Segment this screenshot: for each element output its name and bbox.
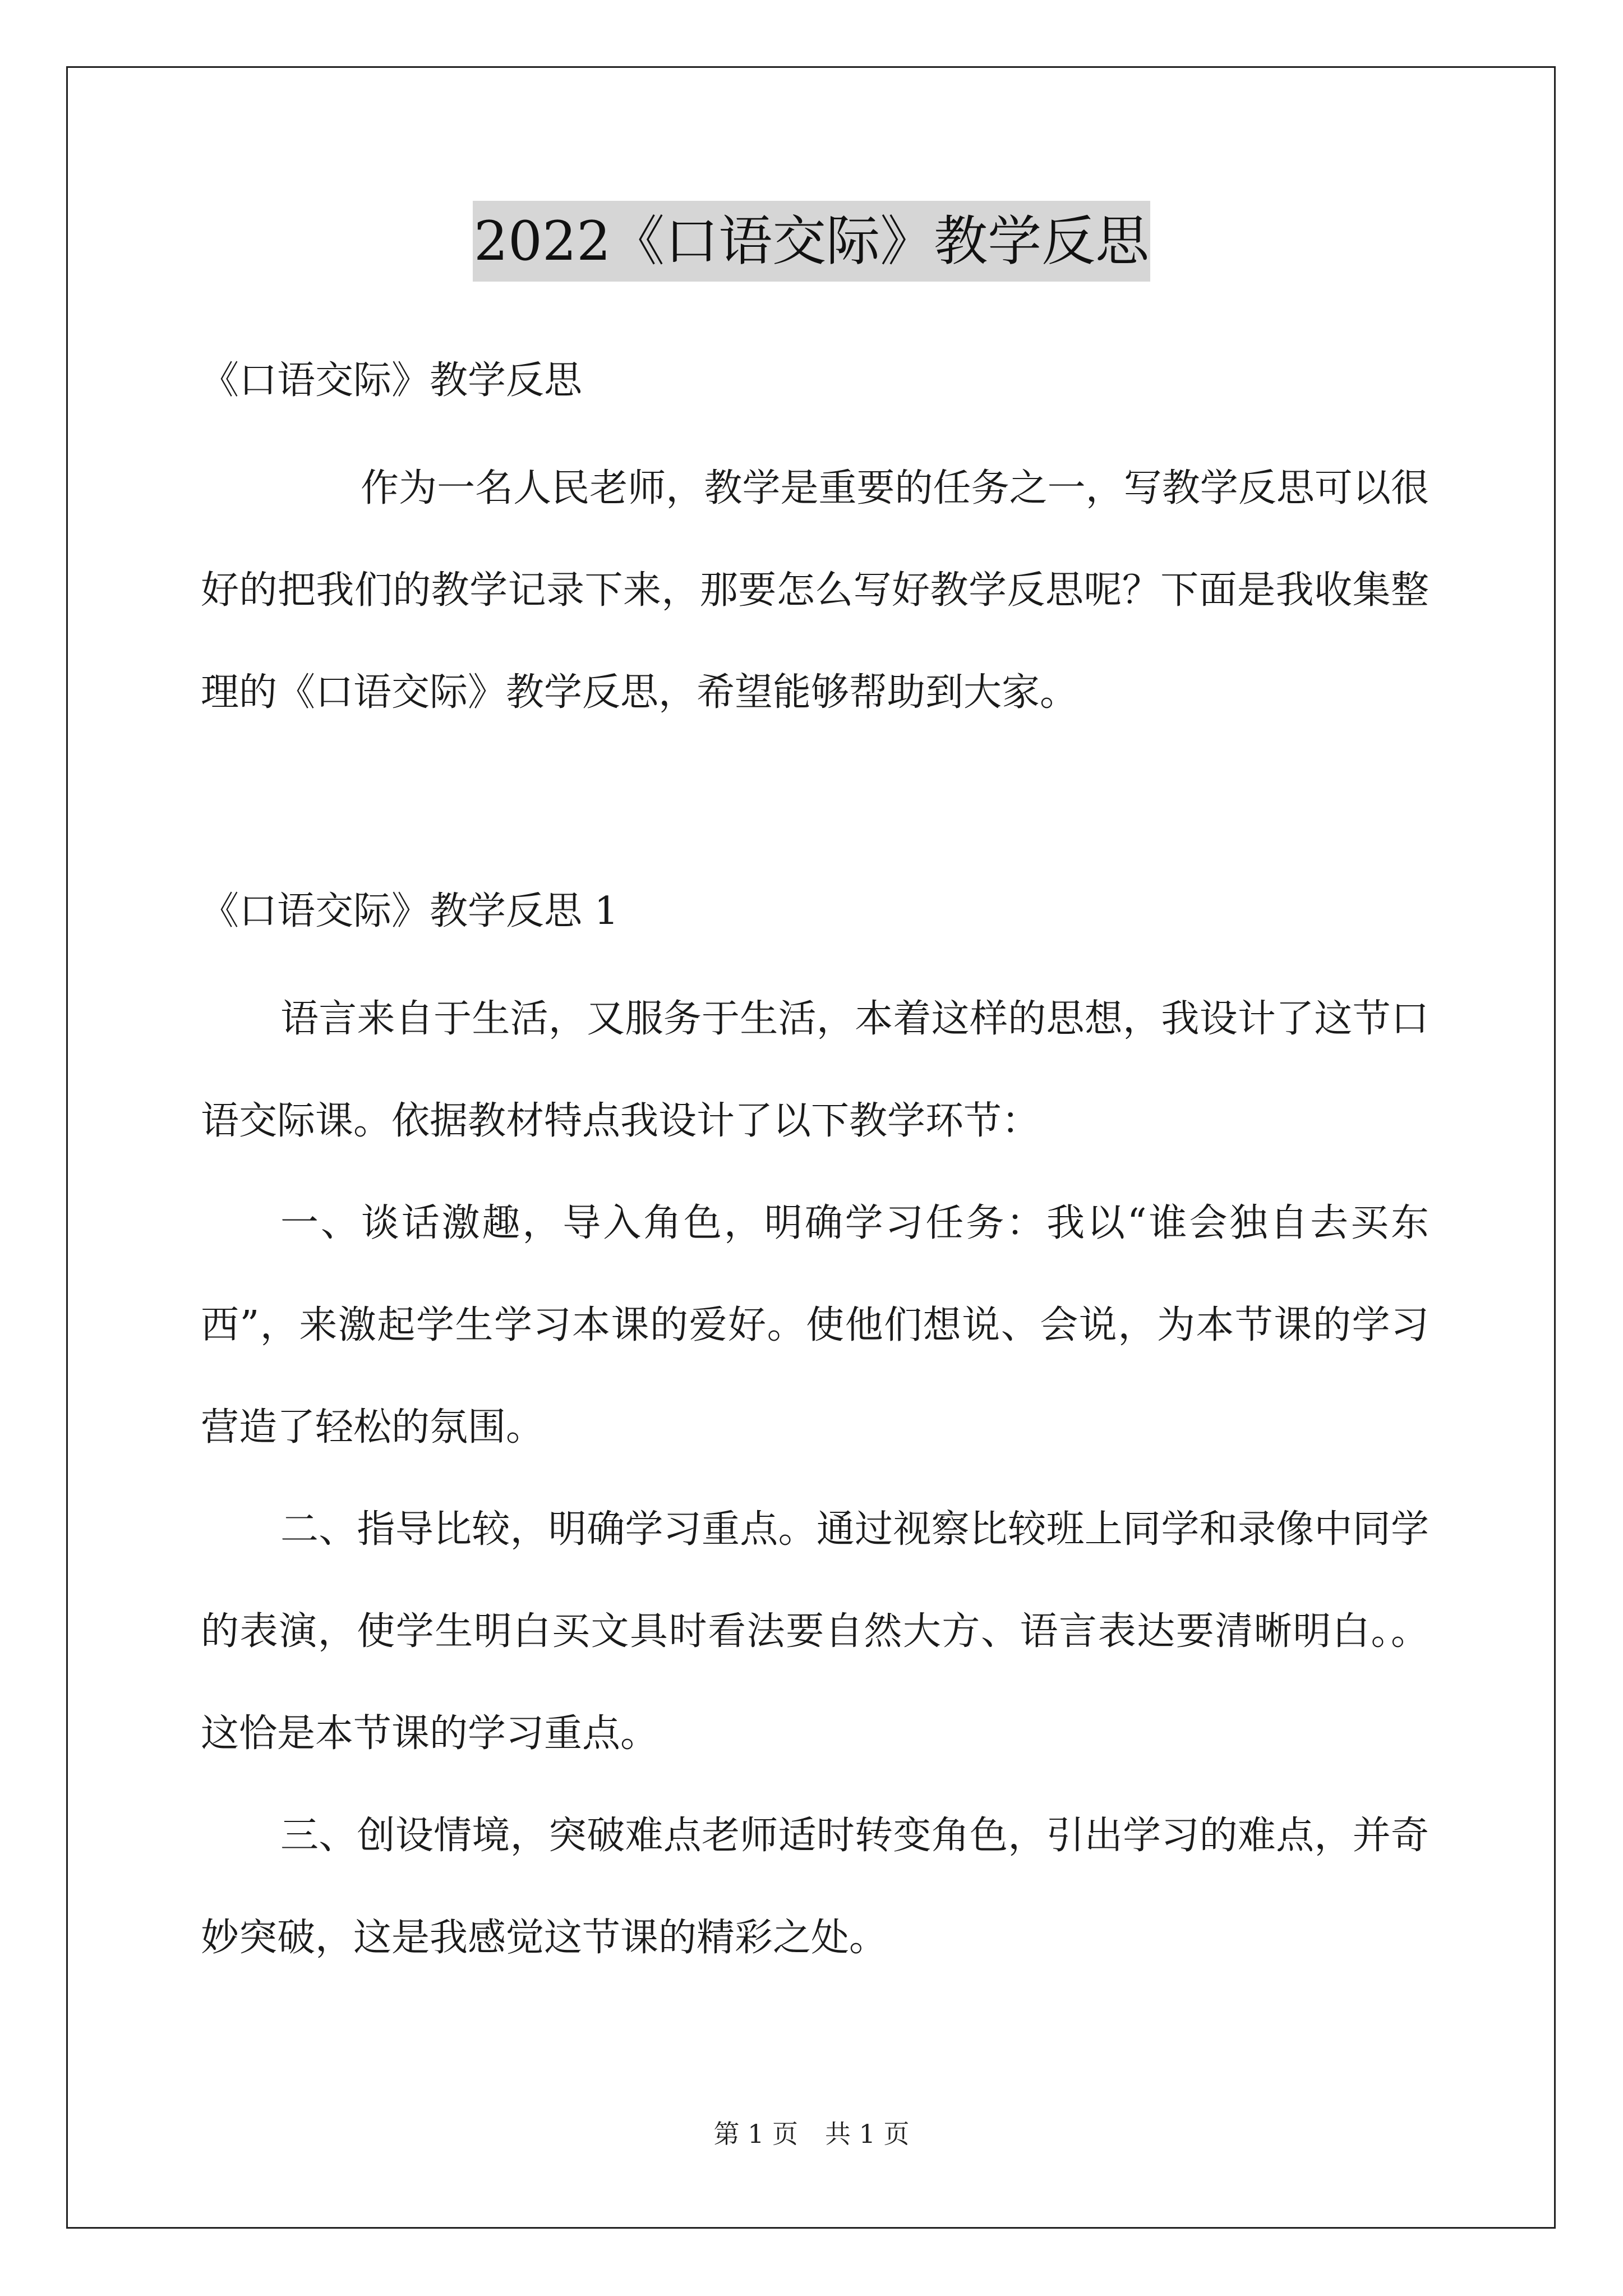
body-paragraph-3: 二、指导比较，明确学习重点。通过视察比较班上同学和录像中同学的表演，使学生明白买文具时看法要自然大方、语言表达要清晰明白。。这恰是本节课的学习重点。 — [201, 1507, 1429, 1756]
page-footer — [0, 2117, 1623, 2151]
title-container — [0, 201, 1623, 282]
page-total: 共 1 页 — [825, 2119, 910, 2149]
document-subtitle: 《口语交际》教学反思 — [201, 358, 583, 403]
document-title: 2022《口语交际》教学反思 — [473, 201, 1150, 282]
page-number: 第 1 页 — [713, 2119, 798, 2149]
section-heading: 《口语交际》教学反思 1 — [201, 889, 619, 933]
body-paragraph-1: 语言来自于生活，又服务于生活，本着这样的思想，我设计了这节口语交际课。依据教材特点我设计了以下教学环节： — [201, 997, 1429, 1143]
intro-paragraph: 作为一名人民老师，教学是重要的任务之一，写教学反思可以很好的把我们的教学记录下来，那要怎么写好教学反思呢？下面是我收集整理的《口语交际》教学反思，希望能够帮助到大家。 — [201, 466, 1429, 715]
body-paragraph-2: 一、谈话激趣，导入角色，明确学习任务：我以“谁会独自去买东西”，来激起学生学习本课的爱好。使他们想说、会说，为本节课的学习营造了轻松的氛围。 — [201, 1201, 1429, 1450]
body-paragraph-4: 三、创设情境，突破难点老师适时转变角色，引出学习的难点，并奇妙突破，这是我感觉这节课的精彩之处。 — [201, 1814, 1429, 1960]
